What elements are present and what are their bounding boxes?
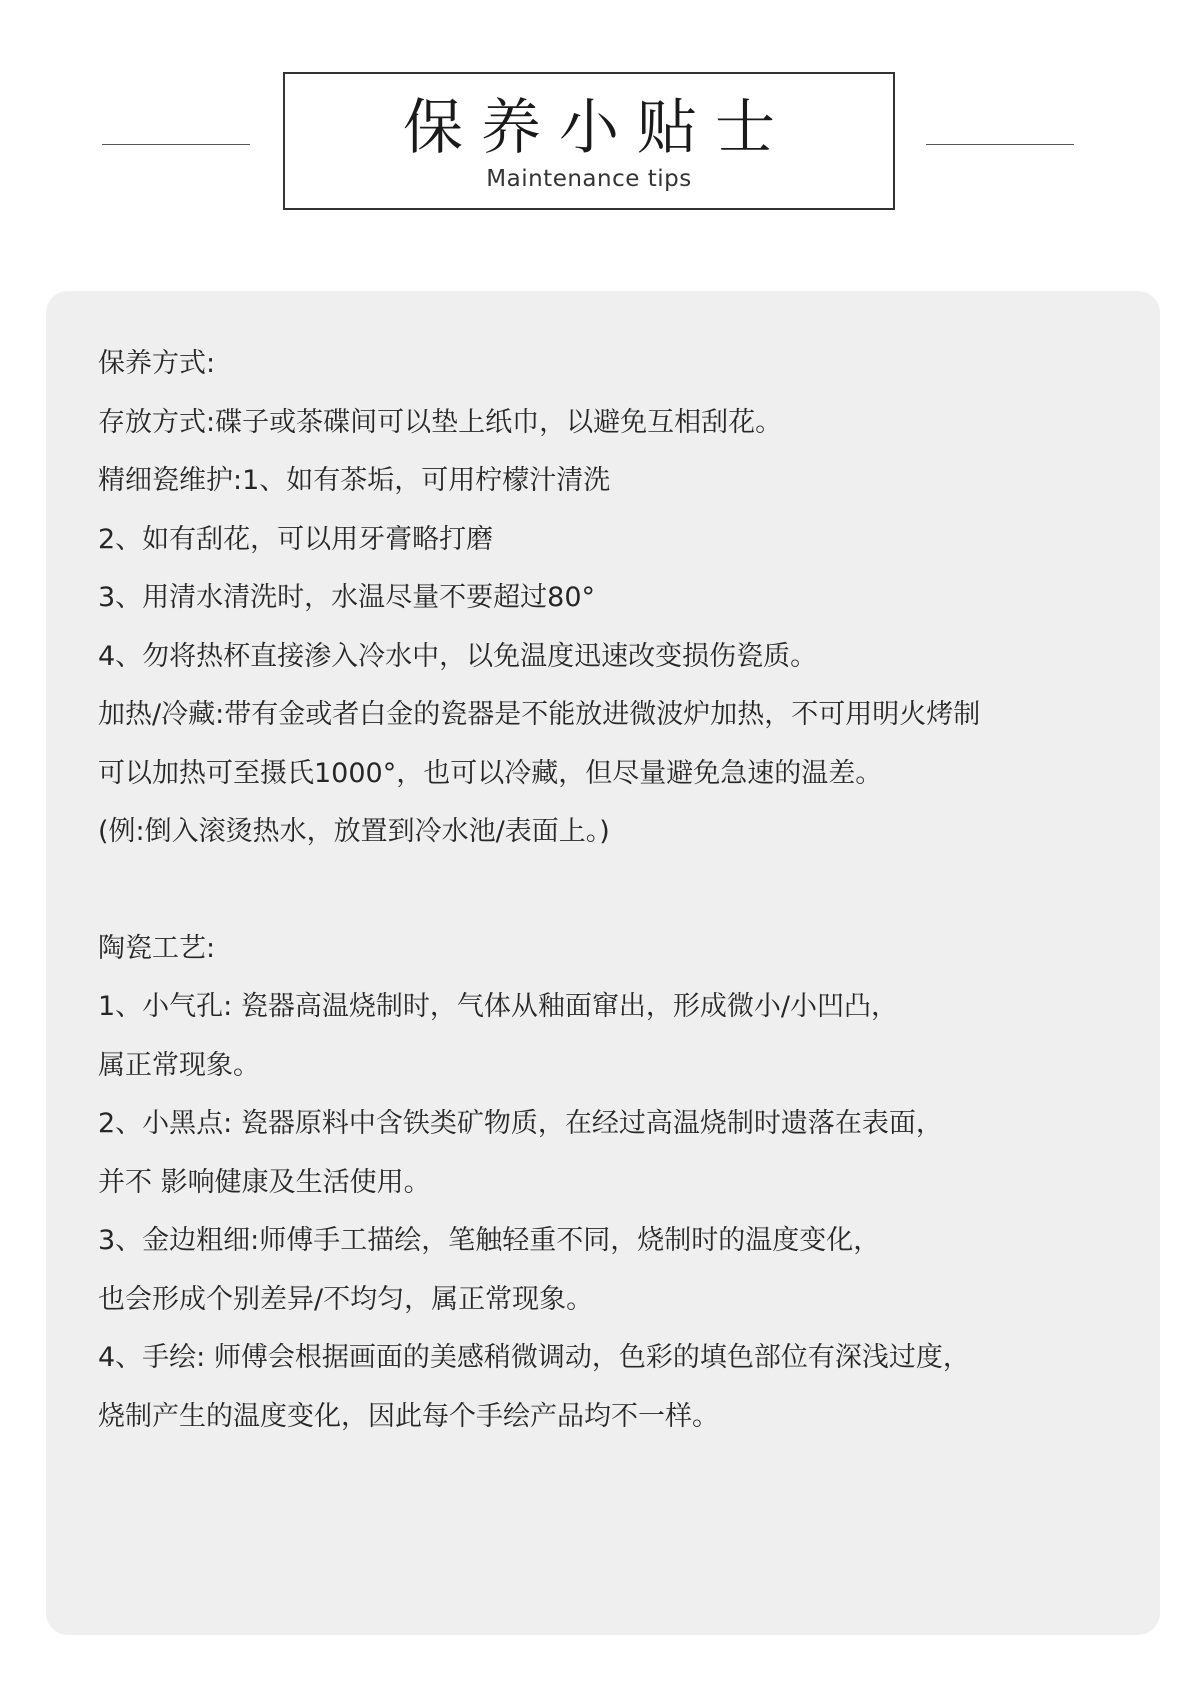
tip-line: 也会形成个别差异/不均匀，属正常现象。 — [98, 1283, 594, 1315]
tip-line: 4、勿将热杯直接渗入冷水中，以免温度迅速改变损伤瓷质。 — [98, 640, 818, 672]
page-header — [0, 0, 1200, 240]
tip-line: 2、小黑点: 瓷器原料中含铁类矿物质，在经过高温烧制时遗落在表面， — [98, 1108, 943, 1139]
tip-line: 1、小气孔: 瓷器高温烧制时，气体从釉面窜出，形成微小/小凹凸， — [98, 991, 898, 1022]
maintenance-section — [98, 335, 1160, 862]
title-box — [283, 72, 895, 210]
page-subtitle: Maintenance tips — [486, 166, 692, 192]
left-divider — [102, 144, 250, 145]
tip-line: 4、手绘: 师傅会根据画面的美感稍微调动，色彩的填色部位有深浅过度， — [98, 1342, 970, 1373]
tip-line: 3、用清水清洗时，水温尽量不要超过80° — [98, 582, 596, 613]
tip-line: 属正常现象。 — [98, 1049, 260, 1081]
tip-line: 可以加热可至摄氏1000°，也可以冷藏，但尽量避免急速的温差。 — [98, 757, 883, 789]
right-divider — [926, 144, 1074, 145]
tip-line: 加热/冷藏:带有金或者白金的瓷器是不能放进微波炉加热，不可用明火烤制 — [98, 699, 981, 730]
tip-line: 精细瓷维护:1、如有茶垢，可用柠檬汁清洗 — [98, 465, 611, 496]
tip-line: 并不 影响健康及生活使用。 — [98, 1166, 431, 1198]
section-heading: 陶瓷工艺: — [98, 932, 216, 964]
tip-line: 3、金边粗细:师傅手工描绘，笔触轻重不同，烧制时的温度变化， — [98, 1225, 881, 1256]
tip-line: 2、如有刮花，可以用牙膏略打磨 — [98, 523, 494, 555]
tip-line: 烧制产生的温度变化，因此每个手绘产品均不一样。 — [98, 1400, 719, 1432]
tip-line: (例:倒入滚烫热水，放置到冷水池/表面上。) — [98, 816, 610, 847]
section-heading: 保养方式: — [98, 348, 216, 379]
tip-line: 存放方式:碟子或茶碟间可以垫上纸巾，以避免互相刮花。 — [98, 406, 783, 438]
tips-card — [46, 291, 1160, 1635]
craft-section — [98, 920, 1160, 1447]
page-title: 保养小贴士 — [403, 93, 793, 163]
